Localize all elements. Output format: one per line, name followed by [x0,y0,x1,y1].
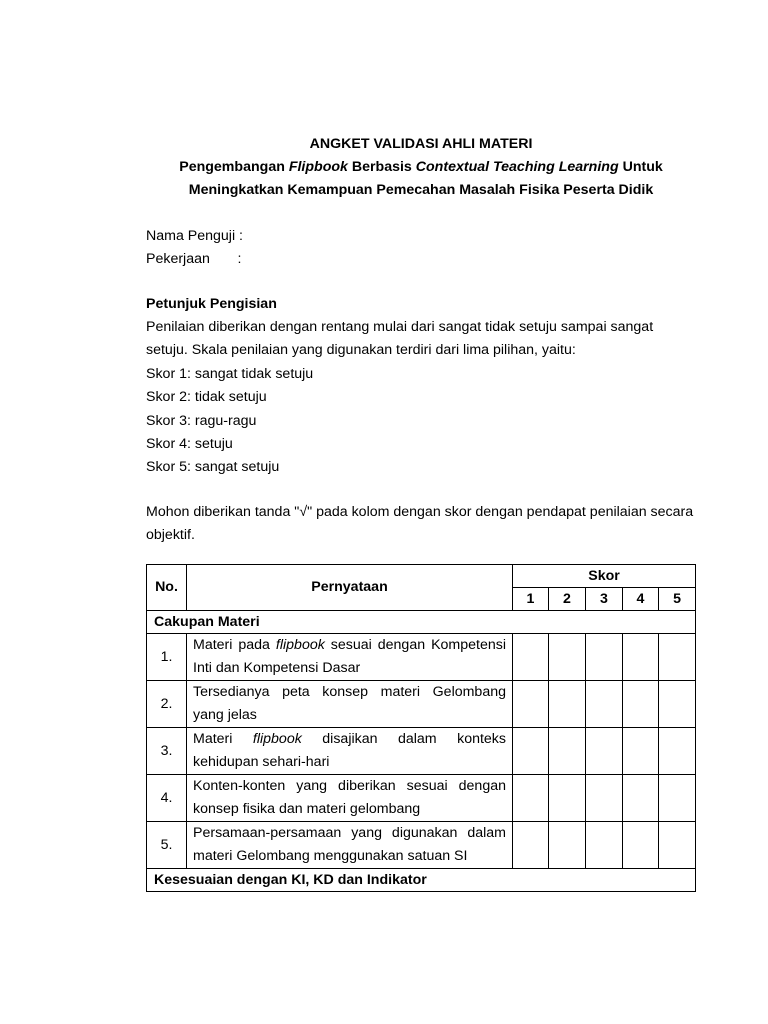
title-text: Berbasis [347,159,416,175]
row-statement [187,821,513,868]
statement-text: Konten-konten yang diberikan sesuai dengan konsep fisika dan materi gelombang [193,777,506,817]
title-italic: Flipbook [288,159,348,175]
title-italic: Contextual Teaching Learning [415,159,619,175]
score-cell-2[interactable] [549,774,586,821]
score-cell-5[interactable] [659,774,696,821]
score-cell-3[interactable] [586,821,623,868]
header-score-4: 4 [623,587,659,610]
title-line-2 [146,156,696,179]
score-cell-2[interactable] [549,821,586,868]
row-statement [187,727,513,774]
row-number: 3. [147,727,187,774]
instructions-heading: Petunjuk Pengisian [146,295,277,312]
header-score-5: 5 [659,587,696,610]
score-cell-4[interactable] [623,633,659,680]
table-row [147,633,696,680]
instructions-paragraph: Penilaian diberikan dengan rentang mulai dari sangat tidak setuju sampai sangat setuju. Skala penilaian yang digunakan terdiri dari lima pilihan, yaitu: [146,319,654,359]
score-cell-5[interactable] [659,680,696,727]
table-row [147,774,696,821]
score-cell-2[interactable] [549,633,586,680]
row-statement [187,633,513,680]
instructions-note: Mohon diberikan tanda "√" pada kolom dengan skor dengan pendapat penilaian secara objektif. [146,503,694,544]
score-cell-5[interactable] [659,821,696,868]
score-cell-2[interactable] [549,680,586,727]
row-number: 5. [147,821,187,868]
header-score-1: 1 [513,587,549,610]
row-number: 1. [147,633,187,680]
score-scale-item: Skor 3: ragu-ragu [146,412,257,429]
statement-text: Persamaan-persamaan yang digunakan dalam materi Gelombang menggunakan satuan SI [193,824,506,864]
validation-table [146,564,696,892]
statement-text: disajikan dalam konteks kehidupan sehari-hari [193,730,506,770]
score-cell-5[interactable] [659,633,696,680]
table-row [147,727,696,774]
title-text: Pengembangan [179,159,289,175]
field-nama-penguji: Nama Penguji : [146,227,243,244]
row-statement [187,774,513,821]
row-number: 4. [147,774,187,821]
score-cell-2[interactable] [549,727,586,774]
score-scale-item: Skor 4: setuju [146,436,233,453]
header-no: No. [147,564,187,610]
score-scale-item: Skor 2: tidak setuju [146,389,267,406]
score-cell-1[interactable] [513,821,549,868]
score-cell-3[interactable] [586,727,623,774]
score-scale-item: Skor 1: sangat tidak setuju [146,365,314,382]
score-cell-5[interactable] [659,727,696,774]
document-page [146,133,696,892]
row-statement [187,680,513,727]
statement-italic: flipbook [252,730,302,747]
table-row [147,821,696,868]
score-cell-4[interactable] [623,774,659,821]
section-cakupan-materi: Cakupan Materi [147,610,696,633]
header-score-2: 2 [549,587,586,610]
title-line-1: ANGKET VALIDASI AHLI MATERI [309,136,533,152]
score-cell-1[interactable] [513,633,549,680]
header-score-3: 3 [586,587,623,610]
header-statement: Pernyataan [187,564,513,610]
score-cell-4[interactable] [623,680,659,727]
table-row [147,680,696,727]
statement-text: Tersedianya peta konsep materi Gelombang yang jelas [193,683,506,723]
score-cell-4[interactable] [623,821,659,868]
score-cell-3[interactable] [586,633,623,680]
statement-text: sesuai dengan Kompetensi Inti dan Kompetensi Dasar [193,636,506,676]
section-kesesuaian-ki-kd: Kesesuaian dengan KI, KD dan Indikator [147,868,696,891]
header-score: Skor [513,564,696,587]
field-pekerjaan: Pekerjaan : [146,251,242,268]
title-text: Untuk [618,159,663,175]
row-number: 2. [147,680,187,727]
statement-text: Materi pada [193,636,276,653]
statement-text: Materi [193,730,253,747]
score-cell-1[interactable] [513,727,549,774]
score-cell-4[interactable] [623,727,659,774]
score-scale-item: Skor 5: sangat setuju [146,459,280,476]
score-cell-3[interactable] [586,774,623,821]
score-cell-1[interactable] [513,774,549,821]
score-cell-3[interactable] [586,680,623,727]
score-cell-1[interactable] [513,680,549,727]
document-title [146,133,696,203]
title-line-3: Meningkatkan Kemampuan Pemecahan Masalah Fisika Peserta Didik [188,182,654,199]
statement-italic: flipbook [275,636,325,653]
